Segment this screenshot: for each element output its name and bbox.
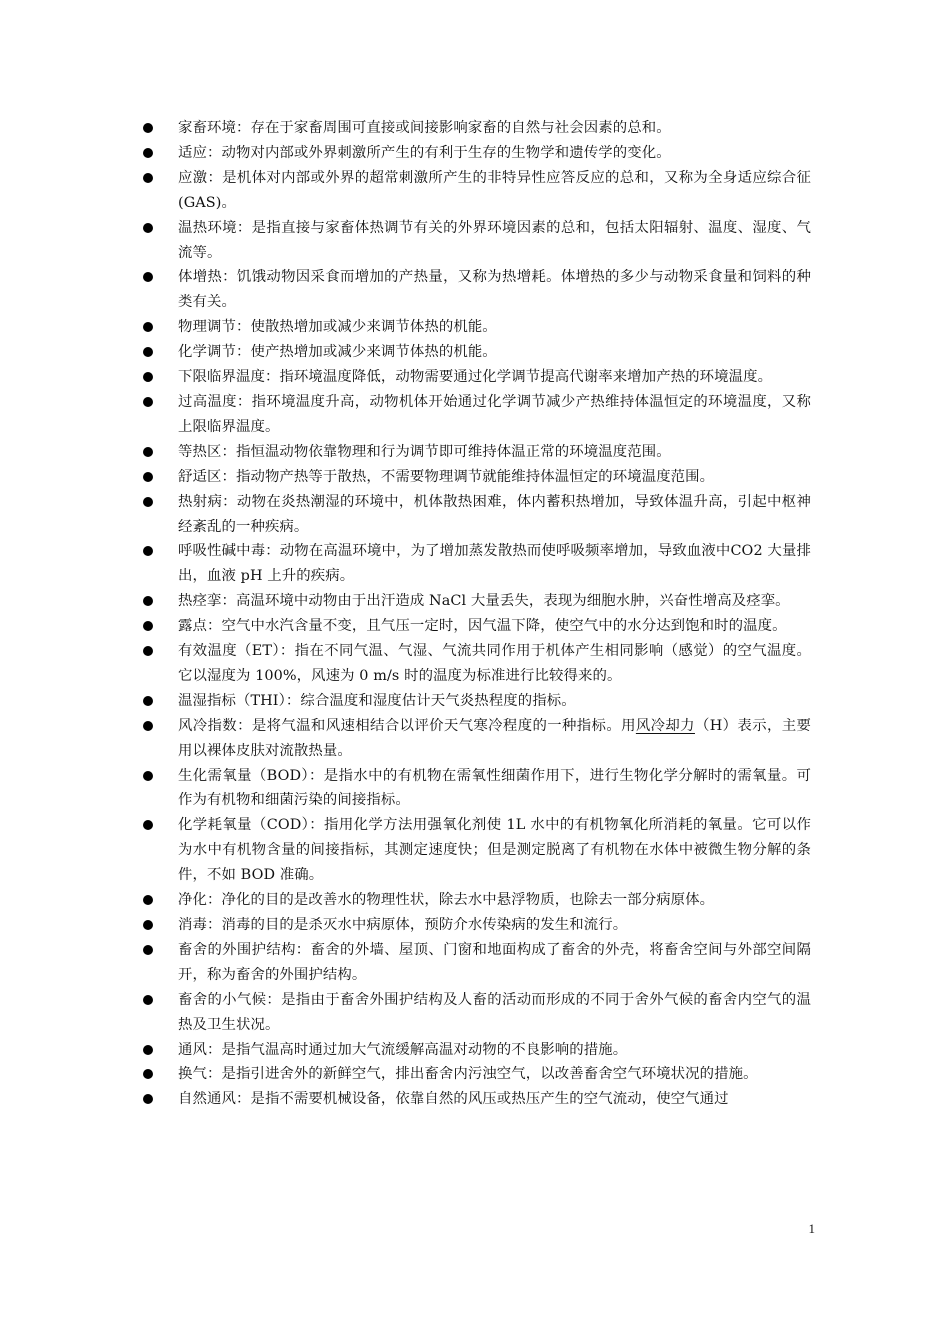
list-item — [143, 141, 811, 166]
list-item — [143, 764, 811, 814]
bullet-icon — [143, 472, 153, 482]
item-text: 体增热：饥饿动物因采食而增加的产热量，又称为热增耗。体增热的多少与动物采食量和饲料的种类有关。 — [178, 269, 811, 311]
list-item — [143, 440, 811, 465]
item-text: 露点：空气中水汽含量不变，且气压一定时，因气温下降，使空气中的水分达到饱和时的温度。 — [178, 618, 787, 635]
list-item — [143, 390, 811, 440]
item-text: 有效温度（ET）：指在不同气温、气湿、气流共同作用于机体产生相同影响（感觉）的空气温度。它以湿度为 100%，风速为 0 m/s 时的温度为标准进行比较得来的。 — [178, 643, 811, 684]
bullet-icon — [143, 123, 153, 133]
bullet-icon — [143, 223, 153, 233]
list-item — [143, 116, 811, 141]
item-text: 热射病：动物在炎热潮湿的环境中，机体散热困难，体内蓄积热增加，导致体温升高，引起中枢神经紊乱的一种疾病。 — [178, 493, 811, 535]
list-item — [143, 1038, 811, 1063]
item-text: 舒适区：指动物产热等于散热，不需要物理调节就能维持体温恒定的环境温度范围。 — [178, 468, 715, 485]
item-text: 化学耗氧量（COD）：指用化学方法用强氧化剂使 1L 水中的有机物氧化所消耗的氧量。它可以作为水中有机物含量的间接指标，其测定速度快；但是测定脱离了有机物在水体中被微生物分解的条件，不如 BOD 准确。 — [178, 817, 811, 884]
list-item — [143, 315, 811, 340]
item-text: 呼吸性碱中毒：动物在高温环境中，为了增加蒸发散热而使呼吸频率增加，导致血液中CO2 大量排出，血液 pH 上升的疾病。 — [178, 543, 811, 585]
item-text: 畜舍的外围护结构：畜舍的外墙、屋顶、门窗和地面构成了畜舍的外壳，将畜舍空间与外部空间隔开，称为畜舍的外围护结构。 — [178, 941, 811, 983]
bullet-icon — [143, 895, 153, 905]
bullet-icon — [143, 945, 153, 955]
list-item — [143, 913, 811, 938]
list-item — [143, 938, 811, 988]
item-text: 等热区：指恒温动物依靠物理和行为调节即可维持体温正常的环境温度范围。 — [178, 443, 671, 460]
bullet-icon — [143, 920, 153, 930]
list-item — [143, 813, 811, 888]
item-text: 下限临界温度：指环境温度降低，动物需要通过化学调节提高代谢率来增加产热的环境温度。 — [178, 369, 773, 386]
bullet-icon — [143, 721, 153, 731]
item-text: 温热环境：是指直接与家畜体热调节有关的外界环境因素的总和，包括太阳辐射、温度、湿度、气流等。 — [178, 219, 811, 261]
list-item — [143, 365, 811, 390]
list-item — [143, 265, 811, 315]
bullet-icon — [143, 596, 153, 606]
bullet-icon — [143, 621, 153, 631]
bullet-icon — [143, 696, 153, 706]
list-item — [143, 490, 811, 540]
list-item — [143, 539, 811, 589]
bullet-icon — [143, 447, 153, 457]
item-text: 过高温度：指环境温度升高，动物机体开始通过化学调节减少产热维持体温恒定的环境温度，又称上限临界温度。 — [178, 393, 811, 435]
bullet-icon — [143, 1094, 153, 1104]
term-list — [143, 116, 811, 1112]
bullet-icon — [143, 995, 153, 1005]
list-item — [143, 689, 811, 714]
item-text: 物理调节：使散热增加或减少来调节体热的机能。 — [178, 319, 497, 336]
item-text: 适应：动物对内部或外界刺激所产生的有利于生存的生物学和遗传学的变化。 — [178, 144, 671, 161]
item-text: 生化需氧量（BOD）：是指水中的有机物在需氧性细菌作用下，进行生物化学分解时的需氧量。可作为有机物和细菌污染的间接指标。 — [178, 767, 811, 809]
bullet-icon — [143, 148, 153, 158]
list-item — [143, 714, 811, 764]
list-item — [143, 589, 811, 614]
list-item — [143, 639, 811, 689]
bullet-icon — [143, 771, 153, 781]
item-text: 自然通风：是指不需要机械设备，依靠自然的风压或热压产生的空气流动，使空气通过 — [178, 1091, 729, 1108]
bullet-icon — [143, 546, 153, 556]
list-item — [143, 1062, 811, 1087]
list-item — [143, 465, 811, 490]
item-text: 家畜环境：存在于家畜周围可直接或间接影响家畜的自然与社会因素的总和。 — [178, 120, 671, 136]
item-text-post: （H）表示，主要用以裸体皮肤对流散热量。 — [178, 717, 812, 759]
item-text: 畜舍的小气候：是指由于畜舍外围护结构及人畜的活动而形成的不同于舍外气候的畜舍内空气的温热及卫生状况。 — [178, 991, 811, 1033]
bullet-icon — [143, 1045, 153, 1055]
list-item — [143, 1087, 811, 1112]
bullet-icon — [143, 820, 153, 830]
bullet-icon — [143, 646, 153, 656]
bullet-icon — [143, 397, 153, 407]
item-text-pre: 风冷指数：是将气温和风速相结合以评价天气寒冷程度的一种指标。用 — [178, 717, 636, 734]
item-text: 消毒：消毒的目的是杀灭水中病原体，预防介水传染病的发生和流行。 — [178, 917, 628, 933]
list-item — [143, 988, 811, 1038]
underlined-term: 风冷却力 — [635, 717, 695, 734]
list-item — [143, 216, 811, 266]
item-text: 通风：是指气温高时通过加大气流缓解高温对动物的不良影响的措施。 — [178, 1041, 628, 1058]
list-item — [143, 166, 811, 216]
item-text: 热痉挛：高温环境中动物由于出汗造成 NaCl 大量丢失，表现为细胞水肿，兴奋性增高及痉挛。 — [178, 593, 790, 610]
bullet-icon — [143, 272, 153, 282]
bullet-icon — [143, 322, 153, 332]
bullet-icon — [143, 372, 153, 382]
bullet-icon — [143, 347, 153, 357]
item-text: 化学调节：使产热增加或减少来调节体热的机能。 — [178, 344, 497, 361]
list-item — [143, 614, 811, 639]
item-text: 应激：是机体对内部或外界的超常刺激所产生的非特异性应答反应的总和，又称为全身适应综合征(GAS)。 — [178, 169, 811, 211]
bullet-icon — [143, 1069, 153, 1079]
list-item — [143, 340, 811, 365]
bullet-icon — [143, 497, 153, 507]
item-text: 换气：是指引进舍外的新鲜空气，排出畜舍内污浊空气，以改善畜舍空气环境状况的措施。 — [178, 1066, 758, 1083]
page-number: 1 — [808, 1221, 815, 1236]
list-item — [143, 888, 811, 913]
item-text: 温湿指标（THI）：综合温度和湿度估计天气炎热程度的指标。 — [178, 692, 576, 709]
item-text: 净化：净化的目的是改善水的物理性状，除去水中悬浮物质，也除去一部分病原体。 — [178, 892, 715, 909]
bullet-icon — [143, 173, 153, 183]
